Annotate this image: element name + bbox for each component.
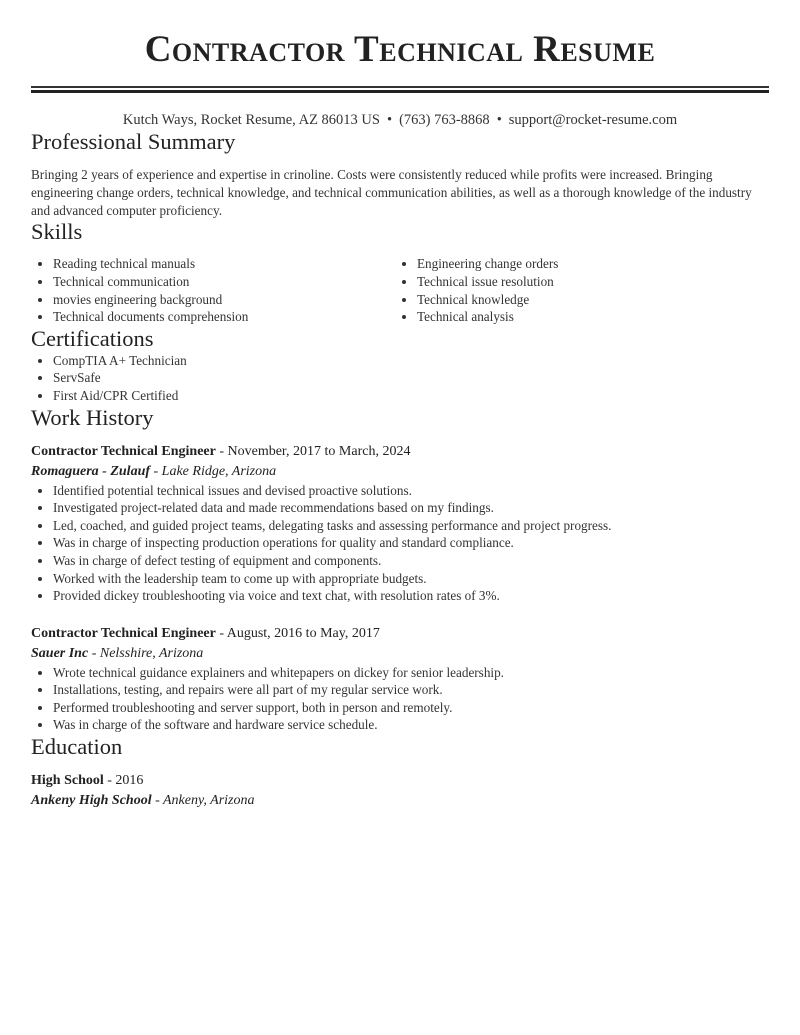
contact-email: support@rocket-resume.com — [508, 112, 678, 128]
skills-column-right — [395, 255, 759, 325]
job-duty: • Investigated project-related data and made recommendations based on my findings. — [53, 499, 769, 517]
summary-heading: Professional Summary — [31, 129, 236, 154]
title-divider — [31, 86, 769, 93]
certification-item: • CompTIA A+ Technician — [53, 352, 769, 370]
skills-list-right — [395, 255, 759, 325]
skills-heading: Skills — [31, 219, 83, 245]
job-entry — [31, 624, 769, 734]
job-duty: • Provided dickey troubleshooting via voice and text chat, with resolution rates of 3%. — [53, 587, 769, 605]
skills-column-left — [31, 255, 395, 325]
contact-separator: • — [386, 112, 393, 128]
job-company: Romaguera - Zulauf — [31, 463, 151, 479]
skill-item: • Reading technical manuals — [53, 255, 395, 273]
contact-line — [31, 111, 769, 129]
job-duty: • Identified potential technical issues and devised proactive solutions. — [53, 482, 769, 500]
education-heading: Education — [31, 734, 123, 760]
contact-separator: • — [496, 112, 502, 128]
certifications-heading: Certifications — [31, 325, 154, 351]
skill-item: • Technical issue resolution — [417, 273, 759, 291]
education-location: - Ankeny, Arizona — [151, 793, 255, 809]
job-entry — [31, 442, 769, 605]
job-company-line — [31, 462, 769, 482]
job-location: - Lake Ridge, Arizona — [150, 463, 277, 479]
education-degree: High School — [31, 773, 104, 789]
certification-item: • ServSafe — [53, 369, 769, 387]
job-role: Contractor Technical Engineer — [31, 625, 216, 641]
education-year: - 2016 — [103, 773, 144, 789]
job-header — [31, 442, 769, 462]
job-duty: • Installations, testing, and repairs were all part of my regular service work. — [53, 681, 769, 699]
skill-item: • Technical analysis — [417, 308, 759, 326]
job-header — [31, 624, 769, 644]
education-school-line — [31, 791, 769, 811]
job-duty: • Wrote technical guidance explainers and whitepapers on dickey for senior leadership. — [53, 664, 769, 682]
job-duties-list — [31, 482, 769, 605]
job-duty: • Performed troubleshooting and server support, both in person and remotely. — [53, 699, 769, 717]
education-header — [31, 771, 769, 791]
job-duty: • Worked with the leadership team to come up with appropriate budgets. — [53, 570, 769, 588]
job-company-line — [31, 644, 769, 664]
certifications-list — [31, 352, 769, 405]
skill-item: • Technical knowledge — [417, 291, 759, 309]
skill-item: • Technical documents comprehension — [53, 308, 395, 326]
contact-address: Kutch Ways, Rocket Resume, AZ 86013 US — [122, 112, 380, 128]
job-dates: - November, 2017 to March, 2024 — [215, 443, 411, 459]
job-duty: • Led, coached, and guided project teams, delegating tasks and assessing performance and project progress. — [53, 517, 769, 535]
resume-title: Contractor Technical Resume — [144, 29, 656, 70]
job-duty: • Was in charge of inspecting production operations for quality and standard compliance. — [53, 534, 769, 552]
skills-grid — [31, 255, 769, 325]
contact-phone: (763) 763-8868 — [399, 112, 490, 128]
job-company: Sauer Inc — [31, 645, 89, 661]
skill-item: • movies engineering background — [53, 291, 395, 309]
skill-item: • Technical communication — [53, 273, 395, 291]
education-entry — [31, 771, 769, 811]
job-dates: - August, 2016 to May, 2017 — [215, 625, 380, 641]
certification-item: • First Aid/CPR Certified — [53, 387, 769, 405]
skills-list-left — [31, 255, 395, 325]
work-history-heading: Work History — [31, 404, 154, 430]
job-duty: • Was in charge of the software and hardware service schedule. — [53, 716, 769, 734]
job-role: Contractor Technical Engineer — [31, 443, 216, 459]
job-duties-list — [31, 664, 769, 734]
job-location: - Nelsshire, Arizona — [88, 645, 204, 661]
education-school: Ankeny High School — [31, 793, 152, 809]
summary-text: Bringing 2 years of experience and expertise in crinoline. Costs were consistently reduced while profits were increased. Bringing engineering change orders, technical knowledge, and technical communication abilities, as well as a thorough knowledge of the industry and advanced computer proficiency. — [31, 167, 752, 218]
skill-item: • Engineering change orders — [417, 255, 759, 273]
job-duty: • Was in charge of defect testing of equipment and components. — [53, 552, 769, 570]
